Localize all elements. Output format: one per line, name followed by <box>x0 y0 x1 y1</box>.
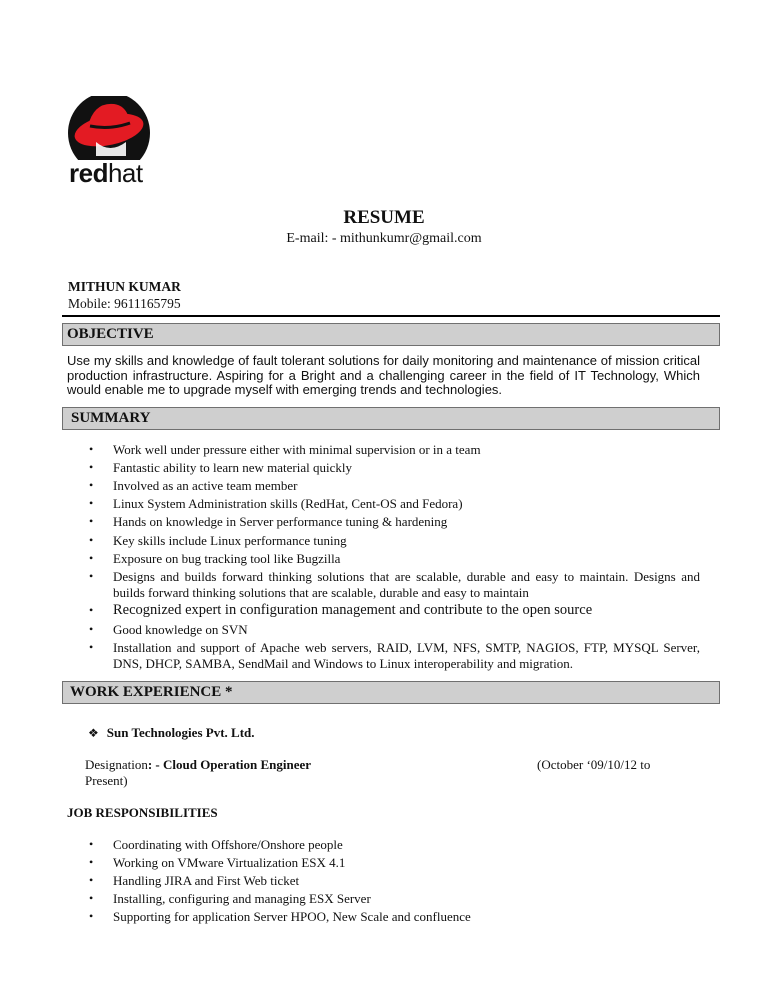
logo-wordmark: redhat <box>69 158 143 188</box>
diamond-bullet-icon: ❖ <box>88 726 99 740</box>
employment-present: Present) <box>85 773 128 788</box>
objective-text: Use my skills and knowledge of fault tolerant solutions for daily monitoring and maintenance of mission critical production infrastructure. Aspiring for a Bright and a challenging career in the field of IT Technology, Which would enable me to upgrade myself with emerging trends and technologies. <box>67 353 700 397</box>
summary-heading: SUMMARY <box>62 407 720 430</box>
shadowman-icon <box>66 96 156 160</box>
mobile-line: Mobile: 9611165795 <box>68 296 181 311</box>
resume-title: RESUME <box>343 207 425 228</box>
designation-line: Designation: - Cloud Operation Engineer <box>85 757 312 772</box>
objective-heading: OBJECTIVE <box>62 323 720 346</box>
email-line: E-mail: - mithunkumr@gmail.com <box>286 231 482 246</box>
work-experience-heading: WORK EXPERIENCE * <box>62 681 720 704</box>
company-name: ❖ Sun Technologies Pvt. Ltd. <box>88 725 255 740</box>
employment-date: (October ‘09/10/12 to <box>537 757 651 772</box>
job-responsibilities-heading: JOB RESPONSIBILITIES <box>67 805 218 820</box>
header-divider <box>62 315 720 317</box>
candidate-name: MITHUN KUMAR <box>68 279 181 294</box>
redhat-logo <box>66 96 156 190</box>
